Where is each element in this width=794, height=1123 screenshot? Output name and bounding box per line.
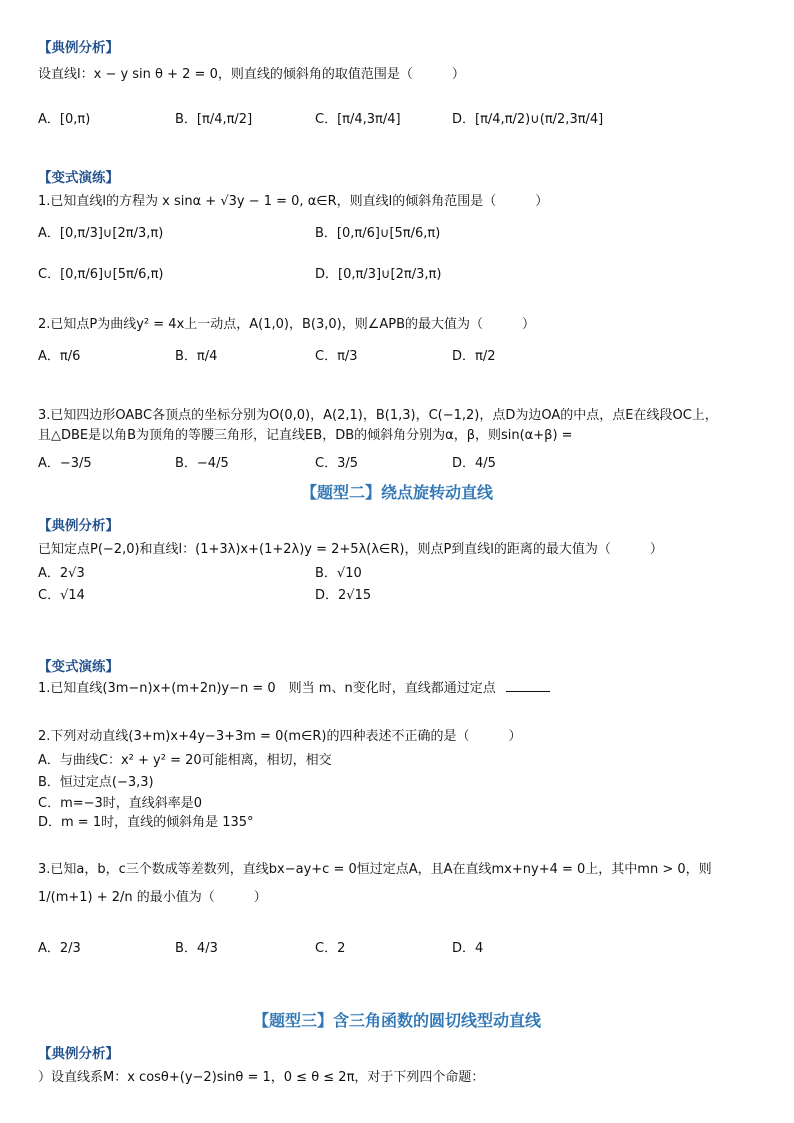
option-b: B．4/3 xyxy=(175,941,218,956)
typical-analysis-header-2: 【典例分析】 xyxy=(38,518,119,534)
option-d: D．4/5 xyxy=(452,456,496,471)
question-3-line-2: 且△DBE是以角B为顶角的等腰三角形，记直线EB，DB的倾斜角分别为α，β，则sin(α+β) = xyxy=(38,428,573,443)
option-a: A．π/6 xyxy=(38,349,81,364)
question-3-line-1: 3.已知a，b，c三个数成等差数列，直线bx−ay+c = 0恒过定点A，且A在直线mx+ny+4 = 0上，其中mn > 0，则 xyxy=(38,862,712,877)
question-typical-1: 设直线l：x − y sin θ + 2 = 0，则直线的倾斜角的取值范围是（ ） xyxy=(38,67,465,82)
option-a: A．2√3 xyxy=(38,566,85,581)
option-c: C．3/5 xyxy=(315,456,358,471)
option-a: A．2/3 xyxy=(38,941,81,956)
option-b: B．[0,π/6]∪[5π/6,π) xyxy=(315,226,441,241)
option-c: C．m=−3时，直线斜率是0 xyxy=(38,796,203,811)
section-title-2: 【题型二】绕点旋转动直线 xyxy=(300,483,493,502)
question-3-line-2: 1/(m+1) + 2/n 的最小值为（ ） xyxy=(38,890,267,905)
option-a: A．[0,π) xyxy=(38,112,91,127)
option-d: D．m = 1时，直线的倾斜角是 135° xyxy=(38,815,254,830)
option-c: C．π/3 xyxy=(315,349,358,364)
option-b: B．−4/5 xyxy=(175,456,229,471)
question-1: 1.已知直线l的方程为 x sinα + √3y − 1 = 0, α∈R，则直线l的倾斜角范围是（ ） xyxy=(38,194,549,209)
option-a: A．[0,π/3]∪[2π/3,π) xyxy=(38,226,164,241)
question-typical-2: 已知定点P(−2,0)和直线l：(1+3λ)x+(1+2λ)y = 2+5λ(λ∈R)，则点P到直线l的距离的最大值为（ ） xyxy=(38,542,663,557)
option-a: A．与曲线C：x² + y² = 20可能相离，相切，相交 xyxy=(38,753,332,768)
option-c: C．2 xyxy=(315,941,346,956)
option-b: B．恒过定点(−3,3) xyxy=(38,775,154,790)
option-d: D．2√15 xyxy=(315,588,372,603)
option-d: D．4 xyxy=(452,941,484,956)
option-d: D．[π/4,π/2)∪(π/2,3π/4] xyxy=(452,112,604,127)
option-b: B．[π/4,π/2] xyxy=(175,112,253,127)
option-b: B．π/4 xyxy=(175,349,218,364)
option-a: A．−3/5 xyxy=(38,456,92,471)
option-b: B．√10 xyxy=(315,566,362,581)
typical-analysis-header-3: 【典例分析】 xyxy=(38,1046,119,1062)
question-2: 2.下列对动直线(3+m)x+4y−3+3m = 0(m∈R)的四种表述不正确的是（ ） xyxy=(38,729,522,744)
option-c: C．[0,π/6]∪[5π/6,π) xyxy=(38,267,164,282)
option-d: D．[0,π/3]∪[2π/3,π) xyxy=(315,267,442,282)
answer-blank[interactable] xyxy=(506,679,550,692)
option-c: C．[π/4,3π/4] xyxy=(315,112,401,127)
section-title-3: 【题型三】含三角函数的圆切线型动直线 xyxy=(252,1011,541,1030)
option-c: C．√14 xyxy=(38,588,85,603)
question-3-line-1: 3.已知四边形OABC各顶点的坐标分别为O(0,0)，A(2,1)，B(1,3)，C(−1,2)，点D为边OA的中点，点E在线段OC上， xyxy=(38,408,718,423)
question-typical-3: ）设直线系M：x cosθ+(y−2)sinθ = 1，0 ≤ θ ≤ 2π，对于下列四个命题： xyxy=(38,1070,485,1085)
question-1: 1.已知直线(3m−n)x+(m+2n)y−n = 0 则当 m、n变化时，直线都通过定点 xyxy=(38,677,550,696)
option-d: D．π/2 xyxy=(452,349,496,364)
variant-practice-header-2: 【变式演练】 xyxy=(38,659,119,675)
variant-practice-header-1: 【变式演练】 xyxy=(38,170,119,186)
question-2: 2.已知点P为曲线y² = 4x上一动点，A(1,0)，B(3,0)，则∠APB的最大值为（ ） xyxy=(38,317,536,332)
typical-analysis-header-1: 【典例分析】 xyxy=(38,40,119,56)
